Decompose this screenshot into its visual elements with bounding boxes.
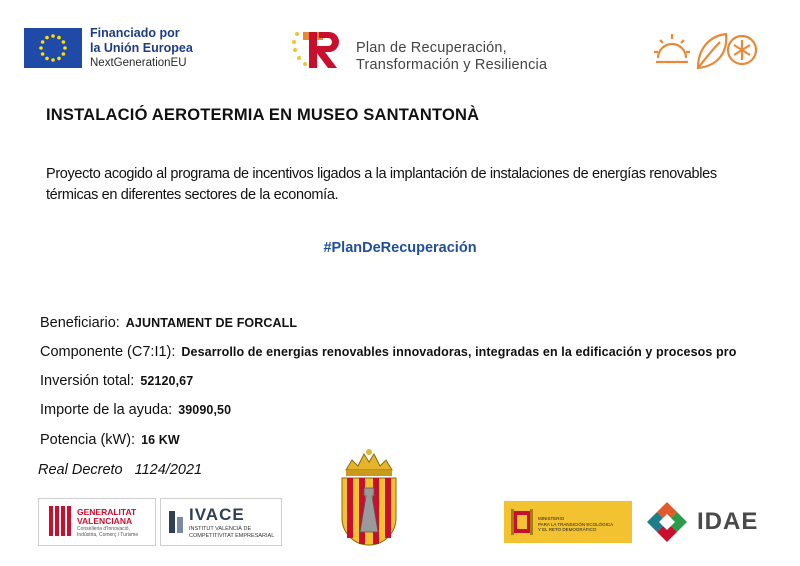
spain-crest-icon: [509, 505, 535, 539]
ivace-sub: [189, 526, 274, 540]
tr-logo-icon: [291, 28, 347, 72]
eu-line1: Financiado por: [90, 26, 180, 40]
ivace-logo: [160, 498, 282, 546]
idae-word: IDAE: [697, 508, 759, 535]
eu-star-icon: [51, 58, 55, 62]
ivace-sub2: COMPETITIVITAT EMPRESARIAL: [189, 533, 275, 539]
plan-line2: Transformación y Resiliencia: [356, 57, 548, 73]
ivace-sub1: INSTITUT VALENCIÀ DE: [189, 526, 252, 532]
eu-star-icon: [63, 46, 67, 50]
real-decreto: [38, 462, 202, 478]
eu-star-icon: [45, 57, 49, 61]
eu-funding-label: [90, 26, 193, 71]
ivace-mark-icon: [167, 507, 187, 537]
idae-mark-icon: [645, 500, 689, 544]
ministerio-line1: MINISTERIO: [538, 516, 565, 521]
eu-star-icon: [45, 36, 49, 40]
ministerio-line3: Y EL RETO DEMOGRÁFICO: [538, 527, 597, 532]
plan-line1: Plan de Recuperación,: [356, 40, 507, 56]
ministerio-line2: PARA LA TRANSICIÓN ECOLÓGICA: [538, 521, 614, 527]
eu-star-icon: [39, 46, 43, 50]
forcall-coat-of-arms-icon: [336, 444, 402, 550]
potencia-value: 16 KW: [141, 433, 180, 447]
eu-star-icon: [41, 52, 45, 56]
inversion-value: 52120,67: [140, 374, 194, 388]
gv-sub2: Indústria, Comerç i Turisme: [77, 532, 139, 538]
beneficiario-label: Beneficiario:: [40, 315, 120, 331]
intro-paragraph: Proyecto acogido al programa de incentivos ligados a la implantación de instalaciones de energías renovables térmicas en diferentes sectores de la economía.: [46, 166, 717, 203]
eu-line2: la Unión Europea: [90, 41, 193, 55]
gv-line1: GENERALITAT: [77, 507, 137, 517]
hashtag: #PlanDeRecuperación: [323, 240, 477, 256]
ministerio-logo: [504, 501, 632, 543]
potencia-row: [40, 432, 180, 448]
eu-star-icon: [51, 34, 55, 38]
importe-label: Importe de la ayuda:: [40, 402, 173, 418]
eu-line3: NextGenerationEU: [90, 57, 187, 69]
componente-label: Componente (C7:I1):: [40, 344, 176, 360]
componente-row: [40, 344, 736, 360]
decree-number: 1124/2021: [134, 462, 203, 478]
eu-flag-icon: [24, 28, 82, 68]
beneficiario-row: [40, 315, 297, 331]
decree-label: Real Decreto: [38, 462, 123, 478]
eu-star-icon: [57, 57, 61, 61]
ivace-word: IVACE: [189, 505, 245, 524]
eu-star-icon: [62, 52, 66, 56]
beneficiario-value: AJUNTAMENT DE FORCALL: [125, 316, 298, 330]
eu-star-icon: [57, 36, 61, 40]
plan-recuperacion-label: [356, 40, 547, 74]
snowflake-sun-icon: [728, 36, 756, 64]
gv-text: [77, 508, 138, 538]
generalitat-logo: [38, 498, 156, 546]
renewable-energy-icons: [650, 26, 762, 74]
gv-sub1: Conselleria d'Innovació,: [77, 526, 130, 532]
leaf-icon: [698, 34, 726, 68]
potencia-label: Potencia (kW):: [40, 432, 136, 448]
gv-line2: VALENCIANA: [77, 516, 133, 526]
page-title: INSTALACIÓ AEROTERMIA EN MUSEO SANTANTONÀ: [46, 106, 480, 124]
eu-star-icon: [62, 40, 66, 44]
gv-emblem-icon: [45, 502, 75, 542]
eu-star-icon: [41, 40, 45, 44]
componente-value: Desarrollo de energias renovables innovadoras, integradas en la edificación y procesos pro: [181, 345, 737, 359]
importe-row: [40, 402, 231, 418]
inversion-row: [40, 373, 193, 389]
sun-icon: [654, 34, 690, 62]
importe-value: 39090,50: [178, 403, 232, 417]
inversion-label: Inversión total:: [40, 373, 135, 389]
ministerio-text: [538, 516, 613, 533]
